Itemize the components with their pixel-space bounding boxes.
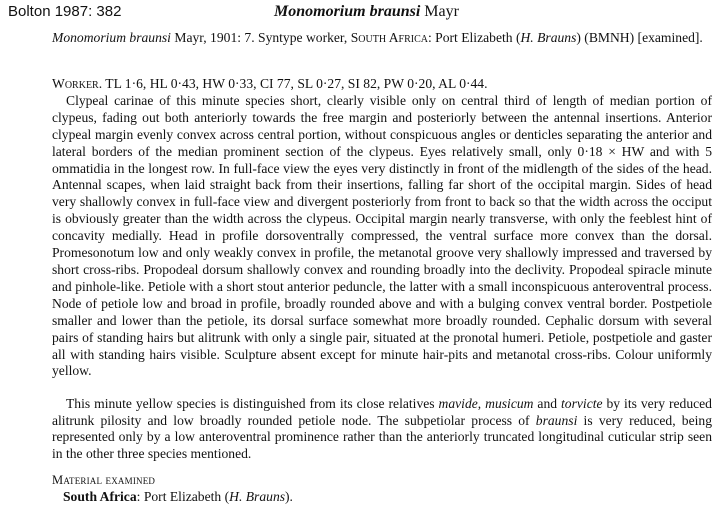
discussion-text: is very reduced, being represented only by a low anteroventral prominence rather than the anteriorly truncated longitudinal cuticular strip seen in the other three species mentioned. — [52, 412, 712, 461]
material-country: South Africa — [63, 489, 137, 504]
page-header — [0, 3, 725, 23]
discussion-text: and — [533, 396, 562, 411]
material-entry — [63, 489, 293, 505]
worker-label: Worker. — [52, 76, 103, 91]
citation-name: Monomorium braunsi — [52, 30, 171, 45]
citation-depository: ) (BMNH) [examined]. — [576, 30, 703, 45]
discussion-text: , — [477, 396, 486, 411]
species-author: Mayr — [424, 3, 459, 20]
citation-collector: H. Brauns — [520, 30, 577, 45]
discussion-paragraph — [52, 396, 712, 462]
worker-measurements: TL 1·6, HL 0·43, HW 0·33, CI 77, SL 0·27, SI 82, PW 0·20, AL 0·44. — [102, 76, 488, 91]
worker-section — [52, 76, 712, 380]
discussion-text: by its very reduced alitrunk pilosity and low broadly rounded petiole node. The subpetiolar process of — [52, 396, 712, 428]
citation-country: South Africa — [350, 30, 428, 45]
material-end: ). — [285, 489, 293, 504]
citation-text: Mayr, 1901: 7. Syntype worker, — [170, 30, 351, 45]
material-locality: : Port Elizabeth ( — [136, 489, 230, 504]
species-torvicte: torvicte — [561, 396, 603, 411]
material-heading: Material examined — [52, 473, 156, 487]
citation-locality: : Port Elizabeth ( — [427, 30, 521, 45]
species-musicum: musicum — [485, 396, 534, 411]
reference-citation: Bolton 1987: 382 — [8, 3, 122, 20]
worker-measurements-line — [52, 76, 712, 93]
species-title — [274, 3, 459, 21]
species-name: Monomorium braunsi — [274, 3, 421, 20]
species-braunsi: braunsi — [535, 412, 578, 428]
discussion-text: This minute yellow species is distinguished from its close relatives — [66, 396, 439, 411]
species-mavide: mavide — [438, 396, 478, 411]
material-collector: H. Brauns — [229, 489, 286, 504]
synonymy-citation — [52, 29, 722, 46]
worker-description: Clypeal carinae of this minute species short, clearly visible only on central third of length of median portion of clypeus, fading out both anteriorly towards the free margin and posteriorly between the antennal insertions. Anterior clypeal margin evenly convex across central portion, without conspicuous angles or denticles separating the anterior and lateral borders of the median prominent section of the clypeus. Eyes relatively small, only 0·18 × HW and with 5 ommatidia in the longest row. In full-face view the eyes very distinctly in front of the midlength of the sides of the head. Antennal scapes, when laid straight back from their insertions, falling far short of the occipital margin. Sides of head very shallowly convex in full-face view and divergent posteriorly from front to back so that the width across the occiput is obviously greater than the width across the clypeus. Occipital margin nearly transverse, with only the feeblest hint of concavity medially. Head in profile dorsoventrally compressed, the ventral surface more convex than the dorsal. Promesonotum low and only weakly convex in profile, the metanotal groove very shallowly impressed and traversed by short cross-ribs. Propodeal dorsum shallowly convex and rounding broadly into the declivity. Propodeal spiracle minute and pinhole-like. Petiole with a short stout anterior peduncle, the latter with a small inconspicuous anteroventral process. Node of petiole low and broad in profile, broadly rounded above and with a bulging convex ventral border. Postpetiole smaller and lower than the petiole, its dorsal surface somewhat more broadly rounded. Cephalic dorsum with several pairs of standing hairs but alitrunk with only a single pair, situated at the pronotal humeri. Petiole, postpetiole and gaster all with standing hairs visible. Sculpture absent except for minute hair-pits and metanotal cross-ribs. Colour uniformly yellow. — [52, 92, 712, 379]
